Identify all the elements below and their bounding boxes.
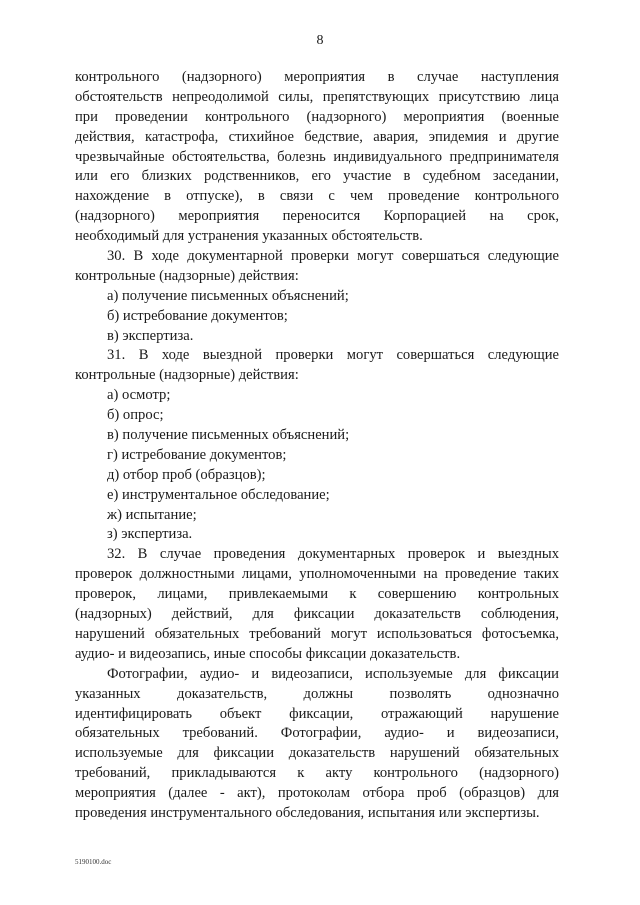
text-line: нарушений обязательных требований могут использоваться фотосъемка, [75, 625, 559, 642]
text-line: обязательных требований. Фотографии, аудио- и видеозаписи, [75, 725, 559, 742]
text-line: контрольные (надзорные) действия: [75, 267, 299, 284]
list-item: в) получение письменных объяснений; [107, 427, 350, 444]
text-line: требований, прикладываются к акту контрольного (надзорного) [75, 765, 559, 782]
list-item: з) экспертиза. [107, 526, 193, 543]
list-item: б) опрос; [107, 407, 164, 424]
text-line: проведения инструментального обследования, испытания или экспертизы. [75, 804, 540, 821]
list-item: ж) испытание; [107, 506, 197, 523]
list-item: а) осмотр; [107, 387, 171, 404]
text-line: указанных доказательств, должны позволять однозначно [75, 685, 559, 702]
text-line: чрезвычайные обстоятельства, болезнь индивидуального предпринимателя [75, 148, 559, 165]
list-item: а) получение письменных объяснений; [107, 287, 349, 304]
text-line: идентифицировать объект фиксации, отражающий нарушение [75, 705, 559, 722]
text-line: контрольные (надзорные) действия: [75, 367, 299, 384]
paragraph-30-start: 30. В ходе документарной проверки могут совершаться следующие [107, 248, 559, 265]
list-item: в) экспертиза. [107, 327, 194, 344]
document-body [75, 68, 559, 824]
text-line: проверок должностными лицами, уполномоченными на проведение таких [75, 566, 559, 583]
text-line: контрольного (надзорного) мероприятия в случае наступления [75, 69, 559, 85]
text-line: мероприятия (далее - акт), протоколам отбора проб (образцов) для [75, 785, 559, 802]
text-line: (надзорных) действий, для фиксации доказательств соблюдения, [75, 606, 559, 623]
text-line: или его близких родственников, его участие в судебном заседании, [75, 168, 559, 185]
text-line: действия, катастрофа, стихийное бедствие, авария, эпидемия и другие [75, 128, 559, 145]
paragraph-31-start: 31. В ходе выездной проверки могут совершаться следующие [107, 347, 559, 364]
text-line: необходимый для устранения указанных обстоятельств. [75, 228, 423, 245]
page-number: 8 [316, 33, 324, 48]
list-item: е) инструментальное обследование; [107, 486, 330, 503]
list-item: г) истребование документов; [107, 446, 287, 463]
text-line: при проведении контрольного (надзорного) мероприятия (военные [75, 108, 559, 125]
text-line: обстоятельств непреодолимой силы, препятствующих присутствию лица [75, 88, 559, 105]
footer-file-code: 5190100.doc [75, 858, 112, 866]
text-line: нахождение в отпуске), в связи с чем проведение контрольного [75, 188, 559, 205]
text-line: (надзорного) мероприятия переносится Корпорацией на срок, [75, 208, 559, 225]
paragraph-32-start: 32. В случае проведения документарных проверок и выездных [107, 546, 559, 563]
list-item: д) отбор проб (образцов); [107, 466, 266, 483]
list-item: б) истребование документов; [107, 307, 288, 324]
text-line: используемые для фиксации доказательств нарушений обязательных [75, 745, 559, 762]
paragraph-photos-start: Фотографии, аудио- и видеозаписи, используемые для фиксации [107, 665, 559, 682]
text-line: аудио- и видеозапись, иные способы фиксации доказательств. [75, 645, 461, 662]
text-line: проверок, лицами, привлекаемыми к совершению контрольных [75, 586, 559, 603]
